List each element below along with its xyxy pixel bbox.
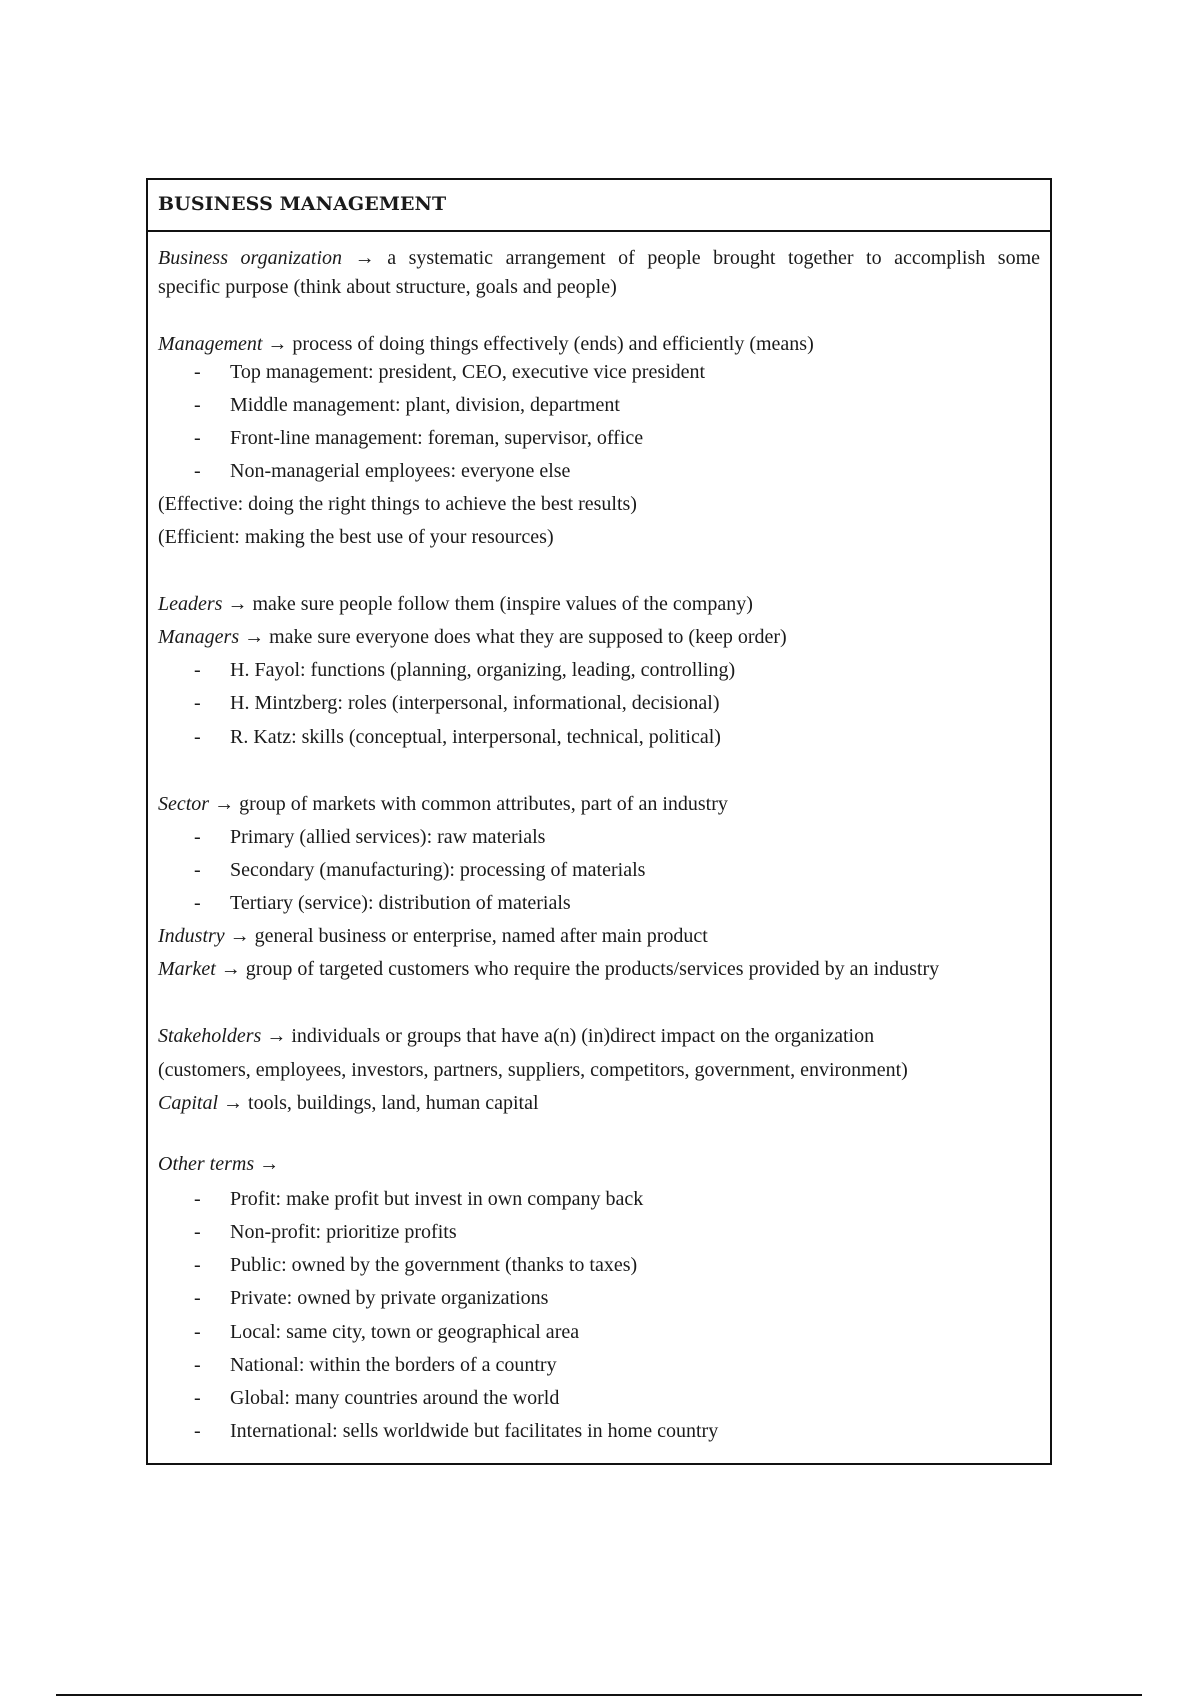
market-definition: group of targeted customers who require the products/services provided by an industry bbox=[245, 958, 940, 980]
dash-bullet: - bbox=[194, 361, 201, 383]
capital-term: Capital bbox=[158, 1092, 219, 1114]
arrow-icon: → bbox=[354, 247, 375, 269]
dash-bullet: - bbox=[194, 427, 201, 449]
sector-term: Sector bbox=[158, 793, 210, 815]
dash-bullet: - bbox=[194, 659, 201, 681]
dash-bullet: - bbox=[194, 726, 201, 748]
management-line bbox=[158, 332, 814, 356]
dash-bullet: - bbox=[194, 1354, 201, 1376]
management-definition: process of doing things effectively (ends) and efficiently (means) bbox=[292, 333, 814, 355]
dash-bullet: - bbox=[194, 1287, 201, 1309]
industry-definition: general business or enterprise, named after main product bbox=[254, 925, 708, 947]
arrow-icon: → bbox=[223, 1092, 244, 1114]
dash-bullet: - bbox=[194, 394, 201, 416]
dash-bullet: - bbox=[194, 1221, 201, 1243]
leaders-line bbox=[158, 592, 753, 616]
note-effective: (Effective: doing the right things to achieve the best results) bbox=[158, 493, 637, 515]
stakeholders-term: Stakeholders bbox=[158, 1025, 262, 1047]
arrow-icon: → bbox=[259, 1153, 280, 1175]
market-term: Market bbox=[158, 958, 216, 980]
notes-box: BUSINESS MANAGEMENT Business organization → a systematic arrangement of people brought together to accomplish some specific purpose (think about structure, goals and people) Management → process of doing things effectively (ends) and efficiently (means) - Top management: president, CEO, executive vice president - Middle management: plant, division, department - Front-line management: foreman, supervisor, office - Non-managerial employees: everyone else (Effective: doing the right things to achieve the best results) (Efficient: making the best use of your resources) Leaders → make sure people follow them (inspire values of the company) Managers → make sure everyone does what they are supposed to (keep order) - H. Fayol: functions (planning, organizing, leading, controlling) - H. Mintzberg: roles (interpersonal, informational, decisional) - R. Katz: skills (conceptual, interpersonal, technical, political) Sector → group of markets with common attributes, part of an industry - Primary (allied services): raw materials - Secondary (manufacturing): processing of materials - Tertiary (service): distribution of materials Industry → general business or enterprise, named after main product Market → group of targeted customers who require the products/services provided by an industry Stakeholders → individuals or groups that have a(n) (in)direct impact on the organization (customers, employees, investors, partners, suppliers, competitors, government, environment) Capital → tools, buildings, land, human capital Other terms → - Profit: make profit but invest in own company back - Non-profit: prioritize profits - Public: owned by the government (thanks to taxes) - Private: owned by private organizations - Local: same city, town or geographical area - National: within the borders of a country - Global: many countries around the world - International: sells worldwide but facilitates in home country bbox=[146, 178, 1052, 1465]
business-org-term: Business organization bbox=[158, 247, 343, 269]
dash-bullet: - bbox=[194, 1188, 201, 1210]
stakeholders-examples: (customers, employees, investors, partners, suppliers, competitors, government, environment) bbox=[158, 1059, 908, 1081]
dash-bullet: - bbox=[194, 1254, 201, 1276]
other-terms-term: Other terms bbox=[158, 1153, 255, 1175]
stakeholders-line bbox=[158, 1024, 874, 1048]
dash-bullet: - bbox=[194, 1387, 201, 1409]
arrow-icon: → bbox=[214, 793, 235, 815]
dash-bullet: - bbox=[194, 859, 201, 881]
note-efficient: (Efficient: making the best use of your resources) bbox=[158, 526, 554, 548]
dash-bullet: - bbox=[194, 1321, 201, 1343]
industry-term: Industry bbox=[158, 925, 225, 947]
leaders-definition: make sure people follow them (inspire values of the company) bbox=[252, 593, 753, 615]
dash-bullet: - bbox=[194, 1420, 201, 1442]
business-org-line2: specific purpose (think about structure, goals and people) bbox=[158, 276, 617, 298]
stakeholders-definition: individuals or groups that have a(n) (in)direct impact on the organization bbox=[291, 1025, 875, 1047]
arrow-icon: → bbox=[229, 925, 250, 947]
sector-line bbox=[158, 792, 728, 816]
arrow-icon: → bbox=[244, 626, 265, 648]
dash-bullet: - bbox=[194, 460, 201, 482]
arrow-icon: → bbox=[227, 593, 248, 615]
box-title: BUSINESS MANAGEMENT bbox=[148, 180, 1050, 232]
footer-rule bbox=[56, 1694, 1142, 1696]
management-term: Management bbox=[158, 333, 263, 355]
sector-definition: group of markets with common attributes, part of an industry bbox=[239, 793, 728, 815]
other-terms-line bbox=[158, 1152, 279, 1176]
managers-term: Managers bbox=[158, 626, 240, 648]
arrow-icon: → bbox=[267, 333, 288, 355]
dash-bullet: - bbox=[194, 892, 201, 914]
arrow-icon: → bbox=[220, 958, 241, 980]
business-org-definition: a systematic arrangement of people brought together to accomplish some bbox=[387, 247, 1041, 269]
dash-bullet: - bbox=[194, 692, 201, 714]
market-line bbox=[158, 957, 939, 981]
arrow-icon: → bbox=[266, 1025, 287, 1047]
industry-line bbox=[158, 924, 708, 948]
capital-line bbox=[158, 1091, 539, 1115]
managers-definition: make sure everyone does what they are supposed to (keep order) bbox=[269, 626, 787, 648]
managers-line bbox=[158, 625, 787, 649]
leaders-term: Leaders bbox=[158, 593, 223, 615]
capital-definition: tools, buildings, land, human capital bbox=[248, 1092, 539, 1114]
business-org-line1 bbox=[158, 246, 1040, 270]
dash-bullet: - bbox=[194, 826, 201, 848]
